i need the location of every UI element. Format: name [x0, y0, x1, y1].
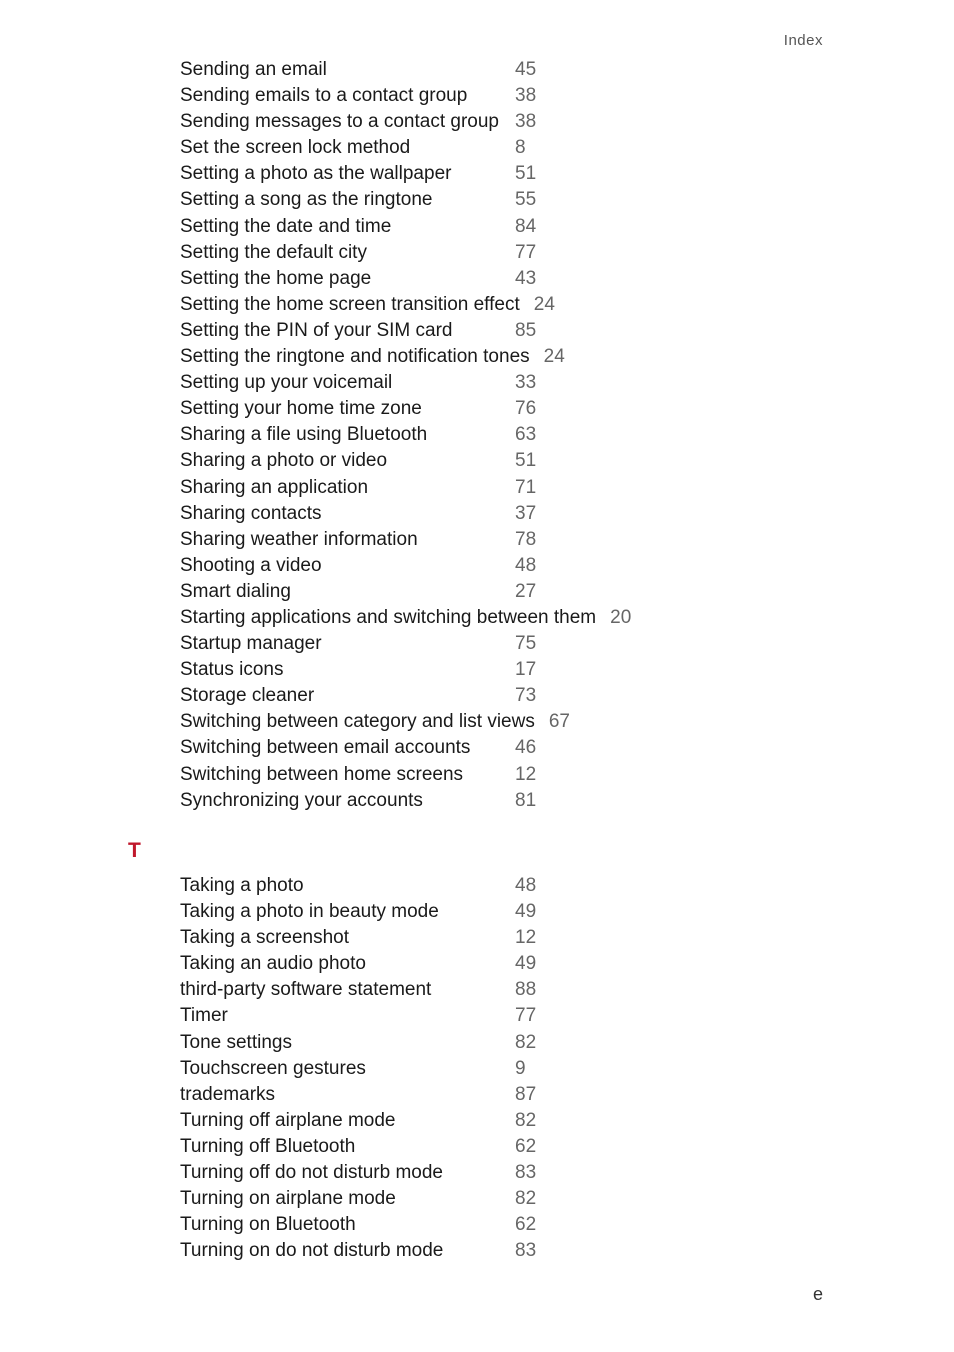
index-entry [180, 344, 631, 370]
index-term: Taking a photo in beauty mode [180, 901, 439, 923]
index-page-number: 9 [515, 1057, 526, 1079]
index-entry [180, 187, 631, 213]
index-term: Status icons [180, 659, 284, 681]
index-entry [180, 1160, 536, 1186]
index-page-number: 27 [515, 580, 537, 602]
index-page-number: 76 [515, 398, 537, 420]
index-entry [180, 292, 631, 318]
index-term: Turning off airplane mode [180, 1109, 396, 1131]
index-term: Setting the home screen transition effect [180, 293, 520, 315]
index-page-number: 67 [548, 711, 570, 733]
index-entry [180, 527, 631, 553]
index-page-number: 49 [515, 901, 537, 923]
index-term: Setting up your voicemail [180, 372, 393, 394]
index-term: Setting your home time zone [180, 398, 422, 420]
page-number: e [812, 1284, 823, 1304]
index-page-number: 48 [515, 875, 537, 896]
index-list-s [180, 57, 631, 814]
index-term: Set the screen lock method [180, 137, 411, 159]
index-entry [180, 735, 631, 761]
index-page-number: 75 [515, 633, 537, 655]
index-term: Setting a song as the ringtone [180, 189, 433, 211]
index-page-number: 77 [515, 1005, 537, 1027]
index-page-number: 38 [515, 111, 537, 133]
index-term: Starting applications and switching between them [180, 606, 597, 628]
index-term: Setting the date and time [180, 215, 392, 237]
index-page-number: 84 [515, 215, 537, 237]
index-page-number: 85 [515, 319, 537, 341]
index-page-number: 87 [515, 1083, 537, 1105]
index-entry [180, 318, 631, 344]
index-page-number: 37 [515, 502, 537, 524]
index-page-number: 49 [515, 953, 537, 975]
index-term: Sending emails to a contact group [180, 85, 468, 107]
index-term: Smart dialing [180, 580, 291, 602]
index-page-number: 51 [515, 163, 537, 185]
index-entry [180, 266, 631, 292]
index-term: Shooting a video [180, 554, 322, 576]
index-page-number: 12 [515, 763, 537, 785]
index-term: Setting the home page [180, 267, 372, 289]
index-entry [180, 579, 631, 605]
index-entry [180, 657, 631, 683]
index-entry [180, 370, 631, 396]
index-page-number: 77 [515, 241, 537, 263]
index-entry [180, 448, 631, 474]
index-term: Sending an email [180, 59, 327, 80]
index-entry [180, 788, 631, 814]
index-term: Timer [180, 1005, 228, 1027]
index-term: Sharing weather information [180, 528, 418, 550]
index-page-number: 82 [515, 1188, 537, 1210]
index-page-number: 24 [533, 293, 555, 315]
index-term: third-party software statement [180, 979, 432, 1001]
index-page-number: 73 [515, 685, 537, 707]
index-entry [180, 1056, 536, 1082]
index-page-number: 82 [515, 1109, 537, 1131]
index-entry [180, 109, 631, 135]
index-entry [180, 240, 631, 266]
index-entry [180, 553, 631, 579]
index-entry [180, 605, 631, 631]
index-page-number: 45 [515, 59, 537, 80]
index-term: Sending messages to a contact group [180, 111, 499, 133]
index-page-number: 88 [515, 979, 537, 1001]
index-list-t [180, 873, 536, 1264]
index-page-number: 8 [515, 137, 526, 159]
index-page-number: 82 [515, 1031, 537, 1053]
index-term: Turning off do not disturb mode [180, 1162, 443, 1184]
index-entry [180, 631, 631, 657]
index-page-number: 62 [515, 1214, 537, 1236]
index-entry [180, 1003, 536, 1029]
index-entry [180, 925, 536, 951]
section-letter-t: T [128, 839, 141, 862]
index-term: Turning on airplane mode [180, 1188, 396, 1210]
index-term: Synchronizing your accounts [180, 789, 423, 811]
index-entry [180, 1134, 536, 1160]
index-page-number: 81 [515, 789, 537, 811]
index-entry [180, 161, 631, 187]
index-page-number: 83 [515, 1240, 537, 1262]
index-entry [180, 1238, 536, 1264]
index-entry [180, 501, 631, 527]
index-entry [180, 1212, 536, 1238]
index-term: Turning on Bluetooth [180, 1214, 356, 1236]
index-page-number: 71 [515, 476, 537, 498]
index-term: Switching between email accounts [180, 737, 471, 759]
index-entry [180, 475, 631, 501]
index-page-number: 33 [515, 372, 537, 394]
index-term: Taking a photo [180, 875, 304, 896]
index-entry [180, 1030, 536, 1056]
index-page-number: 63 [515, 424, 537, 446]
index-entry [180, 422, 631, 448]
running-header: Index [783, 32, 823, 49]
index-page-number: 20 [610, 606, 632, 628]
index-term: Setting a photo as the wallpaper [180, 163, 452, 185]
index-page-number: 62 [515, 1135, 537, 1157]
index-term: Sharing a photo or video [180, 450, 388, 472]
index-page-number: 43 [515, 267, 537, 289]
index-entry [180, 57, 631, 83]
index-term: Taking a screenshot [180, 927, 349, 949]
index-entry [180, 214, 631, 240]
index-entry [180, 873, 536, 899]
index-term: Storage cleaner [180, 685, 315, 707]
index-page-number: 48 [515, 554, 537, 576]
index-term: Tone settings [180, 1031, 292, 1053]
index-entry [180, 1108, 536, 1134]
index-term: Switching between category and list views [180, 711, 535, 733]
index-page-number: 51 [515, 450, 537, 472]
index-term: Switching between home screens [180, 763, 464, 785]
index-entry [180, 977, 536, 1003]
index-term: Touchscreen gestures [180, 1057, 366, 1079]
index-term: Sharing an application [180, 476, 369, 498]
index-term: trademarks [180, 1083, 276, 1105]
index-entry [180, 396, 631, 422]
index-page-number: 55 [515, 189, 537, 211]
index-entry [180, 135, 631, 161]
index-page-number: 78 [515, 528, 537, 550]
index-page-number: 83 [515, 1162, 537, 1184]
index-term: Turning on do not disturb mode [180, 1240, 444, 1262]
index-entry [180, 1186, 536, 1212]
index-term: Setting the PIN of your SIM card [180, 319, 453, 341]
index-entry [180, 1082, 536, 1108]
index-entry [180, 899, 536, 925]
index-term: Sharing a file using Bluetooth [180, 424, 428, 446]
index-page-number: 46 [515, 737, 537, 759]
index-page-number: 38 [515, 85, 537, 107]
index-page-number: 12 [515, 927, 537, 949]
index-term: Startup manager [180, 633, 322, 655]
index-entry [180, 709, 631, 735]
index-entry [180, 683, 631, 709]
index-term: Setting the ringtone and notification tones [180, 346, 530, 368]
index-entry [180, 762, 631, 788]
index-term: Taking an audio photo [180, 953, 366, 975]
index-entry [180, 951, 536, 977]
index-term: Turning off Bluetooth [180, 1135, 356, 1157]
index-term: Sharing contacts [180, 502, 322, 524]
index-entry [180, 83, 631, 109]
index-page-number: 24 [543, 346, 565, 368]
index-page-number: 17 [515, 659, 537, 681]
index-term: Setting the default city [180, 241, 367, 263]
